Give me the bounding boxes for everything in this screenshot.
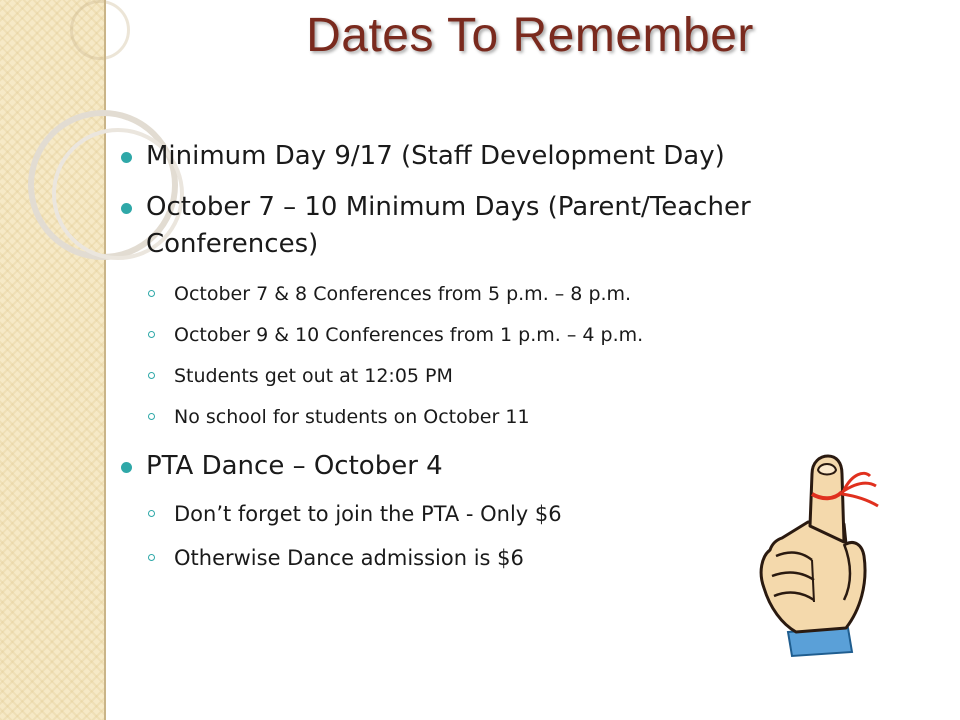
list-item-text: PTA Dance – October 4 [146,451,443,481]
sub-list-item-text: Students get out at 12:05 PM [174,365,453,387]
bullet-icon [121,462,132,473]
sub-list-item [120,322,880,348]
sub-bullet-icon [148,290,155,297]
side-band-edge [104,0,106,720]
list-item [120,189,880,263]
bullet-icon [121,203,132,214]
sub-list-item-text: No school for students on October 11 [174,406,530,428]
sub-list-item-text: October 7 & 8 Conferences from 5 p.m. – 8 p.m. [174,283,632,305]
list-item-text: Minimum Day 9/17 (Staff Development Day) [146,141,725,171]
sub-bullet-icon [148,413,155,420]
sub-list-item-text: Don’t forget to join the PTA - Only $6 [174,502,562,526]
decorative-side-band [0,0,104,720]
bullet-icon [121,152,132,163]
sub-list-item [120,281,880,307]
sub-list-item [120,363,880,389]
sub-bullet-icon [148,372,155,379]
sub-list-item [120,404,880,430]
sub-bullet-icon [148,554,155,561]
finger-with-string-icon [748,452,884,662]
slide-title: Dates To Remember [306,9,754,62]
list-item-text: October 7 – 10 Minimum Days (Parent/Teacher Conferences) [146,192,751,259]
sub-bullet-icon [148,331,155,338]
sub-bullet-icon [148,510,155,517]
sub-list-item-text: Otherwise Dance admission is $6 [174,546,524,570]
list-item [120,138,880,175]
sub-list-item-text: October 9 & 10 Conferences from 1 p.m. – 4 p.m. [174,324,644,346]
